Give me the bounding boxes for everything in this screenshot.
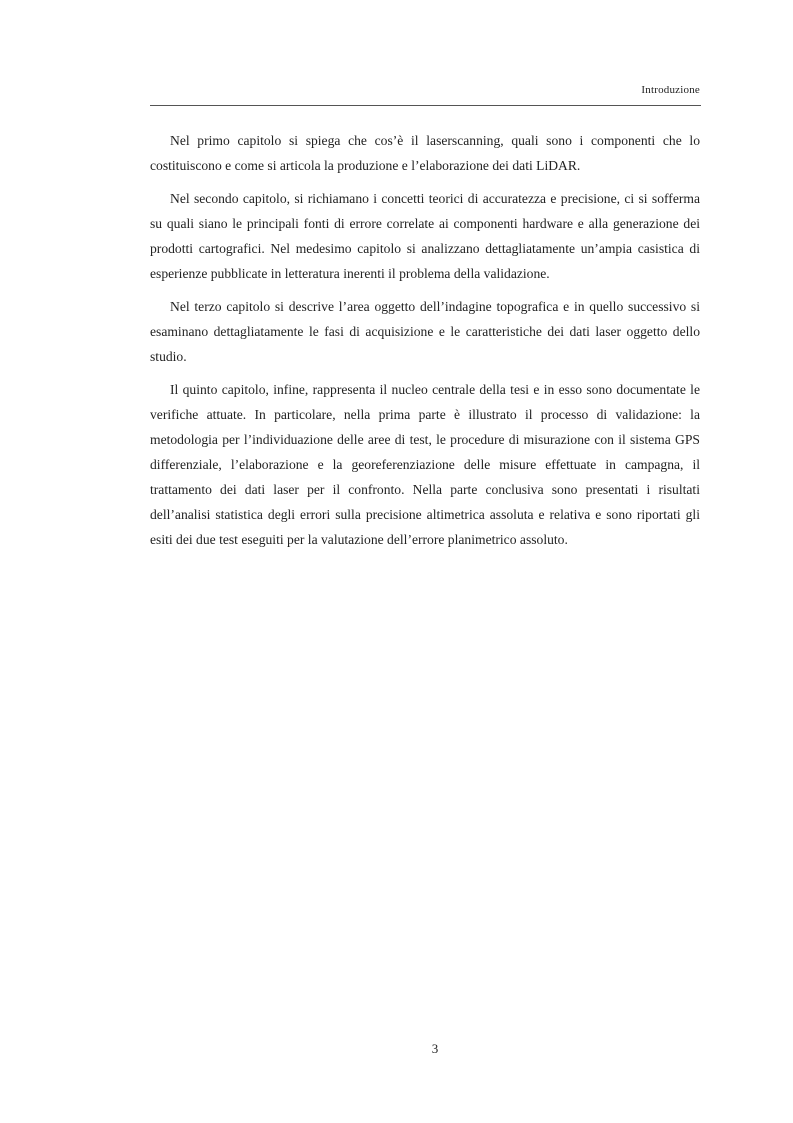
paragraph-chapter-5: Il quinto capitolo, infine, rappresenta il nucleo centrale della tesi e in esso sono documentate le verifiche attuate. In particolare, nella prima parte è illustrato il processo di validazione: la metodologia per l’individuazione delle aree di test, le procedure di misurazione con il sistema GPS differenziale, l’elaborazione e la georeferenziazione delle misure effettuate in campagna, il trattamento dei dati laser per il confronto. Nella parte conclusiva sono presentati i risultati dell’analisi statistica degli errori sulla precisione altimetrica assoluta e relativa e sono riportati gli esiti dei due test eseguiti per la valutazione dell’errore planimetrico assoluto. — [150, 382, 700, 547]
page-number: 3 — [431, 1041, 439, 1056]
header-rule — [150, 105, 701, 106]
paragraph-chapter-1: Nel primo capitolo si spiega che cos’è il laserscanning, quali sono i componenti che lo costituiscono e come si articola la produzione e l’elaborazione dei dati LiDAR. — [150, 133, 700, 173]
paragraph-chapter-3-4: Nel terzo capitolo si descrive l’area oggetto dell’indagine topografica e in quello successivo si esaminano dettagliatamente le fasi di acquisizione e le caratteristiche dei dati laser oggetto dello studio. — [150, 299, 700, 364]
body-text — [150, 128, 700, 560]
running-header: Introduzione — [641, 84, 700, 96]
paragraph-chapter-2: Nel secondo capitolo, si richiamano i concetti teorici di accuratezza e precisione, ci si sofferma su quali siano le principali fonti di errore correlate ai componenti hardware e alla generazione dei prodotti cartografici. Nel medesimo capitolo si analizzano dettagliatamente un’ampia casistica di esperienze pubblicate in letteratura inerenti il problema della validazione. — [150, 191, 700, 281]
